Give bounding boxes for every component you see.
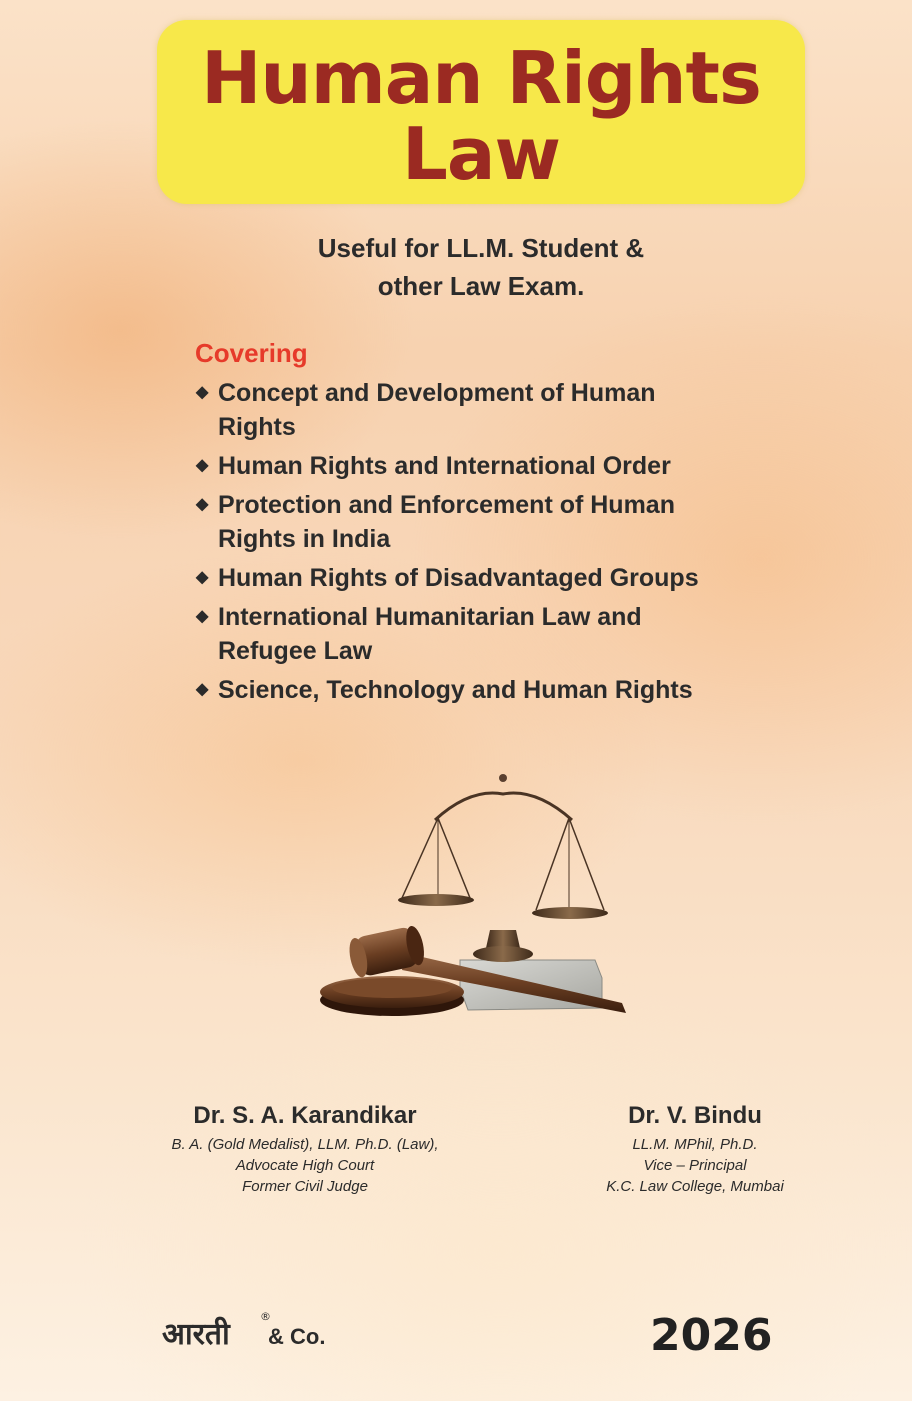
credential-line: LL.M. MPhil, Ph.D. xyxy=(632,1136,758,1153)
book-title-line-2: Law xyxy=(402,112,560,196)
topic-line: Refugee Law xyxy=(218,637,373,665)
title-banner xyxy=(157,20,805,204)
credential-line: B. A. (Gold Medalist), LLM. Ph.D. (Law), xyxy=(171,1136,439,1153)
topic-line: Science, Technology and Human Rights xyxy=(218,676,693,704)
topic-line: Human Rights and International Order xyxy=(218,452,671,480)
topic-line: Human Rights of Disadvantaged Groups xyxy=(218,564,699,592)
diamond-bullet-icon: ◆ xyxy=(196,569,209,586)
topic-item xyxy=(196,488,796,556)
diamond-bullet-icon: ◆ xyxy=(196,608,209,625)
logo-text: आरती xyxy=(162,1317,230,1352)
scales-of-justice-and-gavel-icon xyxy=(310,748,640,1028)
credential-line: Advocate High Court xyxy=(235,1157,375,1174)
topic-item xyxy=(196,449,796,483)
topic-item xyxy=(196,673,796,707)
credential-line: Vice – Principal xyxy=(643,1157,747,1174)
edition-year: 2026 xyxy=(650,1310,773,1361)
publisher-suffix: & Co. xyxy=(268,1324,326,1349)
author-name: Dr. V. Bindu xyxy=(628,1102,762,1129)
diamond-bullet-icon: ◆ xyxy=(196,496,209,513)
author-karandikar xyxy=(140,1104,470,1197)
diamond-bullet-icon: ◆ xyxy=(196,384,209,401)
author-bindu xyxy=(540,1104,850,1197)
covering-heading: Covering xyxy=(195,338,308,368)
author-credentials xyxy=(140,1134,470,1197)
credential-line: K.C. Law College, Mumbai xyxy=(606,1178,784,1195)
topic-item xyxy=(196,561,796,595)
diamond-bullet-icon: ◆ xyxy=(196,457,209,474)
book-title-line-1: Human Rights xyxy=(201,36,761,120)
credential-line: Former Civil Judge xyxy=(242,1178,368,1195)
subtitle-line-2: other Law Exam. xyxy=(377,271,585,301)
registered-mark: ® xyxy=(260,1310,270,1323)
author-name: Dr. S. A. Karandikar xyxy=(193,1102,417,1129)
diamond-bullet-icon: ◆ xyxy=(196,681,209,698)
topic-item xyxy=(196,376,796,444)
author-credentials xyxy=(540,1134,850,1197)
subtitle-line-1: Useful for LL.M. Student & xyxy=(317,233,645,263)
topic-line: Rights in India xyxy=(218,525,391,553)
topic-line: Protection and Enforcement of Human xyxy=(218,491,675,519)
topic-line: International Humanitarian Law and xyxy=(218,603,642,631)
topic-line: Concept and Development of Human xyxy=(218,379,656,407)
aarti-logo-icon xyxy=(160,1306,270,1356)
publisher-logo xyxy=(160,1306,360,1356)
topic-line: Rights xyxy=(218,413,296,441)
topic-item xyxy=(196,600,796,668)
